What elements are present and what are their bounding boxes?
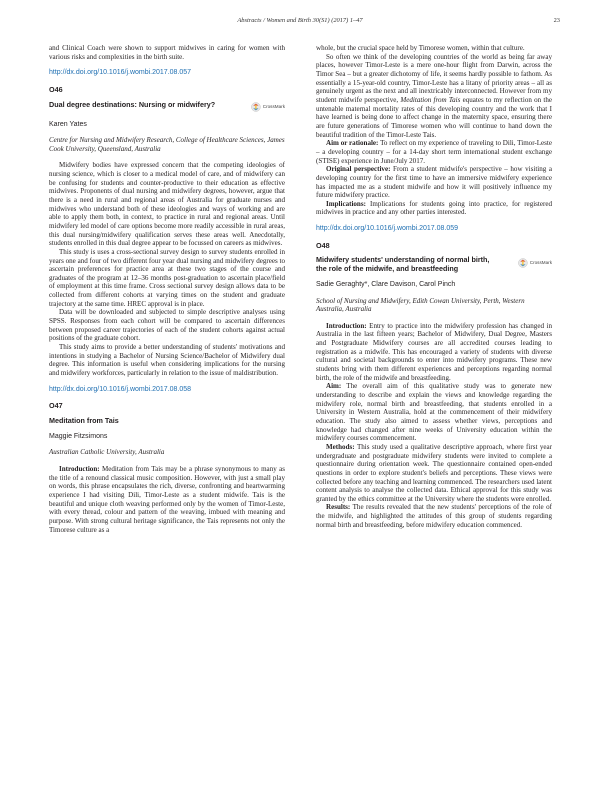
affiliation-o47: Australian Catholic University, Australia <box>49 448 165 457</box>
paragraph <box>316 53 552 140</box>
section-label: Implications: <box>326 199 366 208</box>
crossmark-label: CrossMark <box>529 259 552 265</box>
carryover-paragraph: and Clinical Coach were shown to support midwives in caring for women with various risks and complexities in the birth suite. <box>49 44 285 61</box>
left-column <box>49 44 285 534</box>
authors-o47: Maggie Fitzsimons <box>49 432 108 440</box>
paragraph-results <box>316 503 552 529</box>
crossmark-label: CrossMark <box>262 103 285 109</box>
paragraph: This study aims to provide a better understanding of students' motivations and intentions in studying a Bachelor of Nursing Science/Bachelor of Midwifery dual degree. This information is useful when considering implications for the nursing and midwifery workforces, particularly in relation to the issue of maldistribution. <box>49 343 285 378</box>
running-head-text: Abstracts / Women and Birth 30(S1) (2017) 1–47 <box>237 17 363 24</box>
italic-phrase: Meditation from Tais <box>400 95 461 104</box>
text-run: So often we think of the developing countries of the world as being far away places, however Timor-Leste is a mere one-hour flight from Darwin, across the Timor Sea – but a greater dichotomy of life, it seems hardly possible to fathom. As essentially a 15-year-old country, Timor-Leste has a litany of priority areas – all as genuinely urgent as the next and all inextricably interconnected. However from my student midwife perspective, <box>316 52 552 104</box>
crossmark-badge-o46[interactable] <box>251 101 285 114</box>
paragraph-introduction <box>316 322 552 383</box>
paragraph: whole, but the crucial space held by Timorese women, within that culture. <box>316 44 525 52</box>
affiliation-o48: School of Nursing and Midwifery, Edith Cowan University, Perth, Western Australia, Australia <box>316 296 525 314</box>
section-text: The results revealed that the new students' perceptions of the role of the midwife, and highlighted the attitudes of this group of students regarding normal birth and breastfeeding, before midwifery education commenced. <box>316 503 552 529</box>
paragraph-aim <box>316 382 552 443</box>
paragraph-methods <box>316 443 552 504</box>
right-column <box>316 44 552 529</box>
section-text: Meditation from Tais may be a phrase synonymous to many as the title of a renound classical music composition. However, with just a small play on words, this phrase encapsulates the rich, diverse, confronting and heartwarming experience I had visiting Dili, Timor-Leste as a student midwife. Tais is the beautiful and unique cloth weaving performed only by the women of Timor-Leste, with every thread, colour and pattern of the weaving, imbued with meaning and purpose. With strong cultural heritage significance, the Tais represents not only the Timorese culture as a <box>49 464 285 534</box>
running-head <box>40 17 560 27</box>
section-label: Original perspective: <box>326 165 391 174</box>
section-label: Aim: <box>326 382 342 391</box>
abstract-title-o48: Midwifery students' understanding of normal birth, the role of the midwife, and breastfeeding <box>316 255 490 274</box>
section-label: Introduction: <box>326 321 367 330</box>
doi-link-059[interactable]: http://dx.doi.org/10.1016/j.wombi.2017.08.059 <box>316 225 459 233</box>
title-row-o46 <box>49 101 285 114</box>
paragraph-aim <box>316 139 552 165</box>
title-row-o48 <box>316 256 552 274</box>
section-label: Results: <box>326 503 351 512</box>
abstract-id-o47: O47 <box>49 401 63 411</box>
authors-o48: Sadie Geraghty*, Clare Davison, Carol Pinch <box>316 281 456 289</box>
section-label: Introduction: <box>59 464 100 473</box>
section-text: Entry to practice into the midwifery profession has changed in Australia in the last fifteen years; Bachelor of Midwifery, Dual Degree, Masters and Postgraduate Midwifery courses are all accredited courses leading to registration as a midwife. This has encouraged a variety of students with diverse cultural and societal backgrounds to enter into midwifery programs. These new students bring with them different experiences and perceptions regarding normal birth, the role of the midwife and breastfeeding. <box>316 321 552 382</box>
section-text: To reflect on my experience of traveling to Dili, Timor-Leste – a developing country – for a 14-day short term international student exchange (STISE) experience in June/July 2017. <box>316 139 553 165</box>
text-run: equates to my reflection on the untenable maternal mortality rates of this developing country and the work that I have learned is being done to affect change in the maternity space, ensuring there are future generations of Timorese women who will continue to hand down the beautiful tradition of the Timor-Leste Tais. <box>316 95 552 139</box>
section-label: Methods: <box>326 442 355 451</box>
paragraph-perspective <box>316 165 552 200</box>
section-text: From a student midwife's perspective – how visiting a developing country for the first time to have an immersive midwifery experience has impacted me as a student midwife and how it will positively influence my future midwifery practice. <box>316 165 552 200</box>
paragraph: Midwifery bodies have expressed concern that the competing ideologies of nursing science, which is closer to a medical model of care, and of midwifery can be confusing for students and counter-productive to their education as effective midwives. Proponents of dual nursing and midwifery degrees, however, argue that there is a need in rural and regional areas of Australia for graduate nurses and midwives who understand both of these ideologies and ways of working and are able to apply them both, in context, to practice in rural and regional areas. Until midwifery led model of care options become more readily accessible in rural areas, this dual nursing/midwifery qualification serves these areas well. Anecdotally, students enrolled in this dual degree appear to be focussed on careers as midwives. <box>49 161 285 248</box>
authors-o46: Karen Yates <box>49 120 87 128</box>
affiliation-o46: Centre for Nursing and Midwifery Research, College of Healthcare Sciences, James Cook University, Queensland, Australia <box>49 136 285 153</box>
crossmark-badge-o48[interactable] <box>518 256 552 269</box>
paragraph: Data will be downloaded and subjected to simple descriptive analyses using SPSS. Responses from each cohort will be compared to ascertain differences between proposed career trajectories of each of the student cohorts against actual positions of the graduate cohort. <box>49 308 285 343</box>
doi-link-057[interactable]: http://dx.doi.org/10.1016/j.wombi.2017.08.057 <box>49 69 192 77</box>
page-number: 23 <box>553 17 560 24</box>
abstract-title-o47: Meditation from Tais <box>49 416 119 425</box>
section-label: Aim or rationale: <box>326 139 379 148</box>
crossmark-icon <box>518 257 528 269</box>
abstract-id-o48: O48 <box>316 240 330 250</box>
paragraph-introduction <box>49 465 285 534</box>
doi-link-058[interactable]: http://dx.doi.org/10.1016/j.wombi.2017.08.058 <box>49 385 192 393</box>
abstract-id-o46: O46 <box>49 84 63 94</box>
section-text: Implications for students going into practice, for registered midwives in practice and any other parties interested. <box>316 199 552 217</box>
paragraph-implications <box>316 200 552 217</box>
abstract-title-o46: Dual degree destinations: Nursing or midwifery? <box>49 99 216 109</box>
section-text: The overall aim of this qualitative study was to generate new understanding to describe and explain the views and knowledge regarding the midwifery role, normal birth and breastfeeding, that students enrolled in a University in Western Australia, hold at the commencement of their midwifery education. The study also aimed to assess whether views, perceptions and knowledge had changed after nine weeks of University education within the midwifery courses commencement. <box>316 382 552 443</box>
crossmark-icon <box>251 101 261 113</box>
paragraph: This study is uses a cross-sectional survey design to survey students enrolled in years one and four of two different four year dual nursing and midwifery degrees to ascertain preferences for practice area at these two stages of the course and graduates of the program at 12–36 months post-graduation to ascertain place/field of employment at this time frame. Cross sectional survey design allows data to be collected from different cohorts at varying times on the student and graduate trajectory at the same time. HREC approval is in place. <box>49 247 285 308</box>
section-text: This study used a qualitative descriptive approach, where first year undergraduate and postgraduate midwifery students were invited to complete a questionnaire during orientation week. The questionnaire contained open-ended questions in order to explore student's beliefs and perceptions. These views were collected before any teaching and learning commenced. The researchers used latent content analysis to analyse the collected data. Ethical approval for this study was granted by the ethics committee at the University where the students were enrolled. <box>316 442 552 503</box>
